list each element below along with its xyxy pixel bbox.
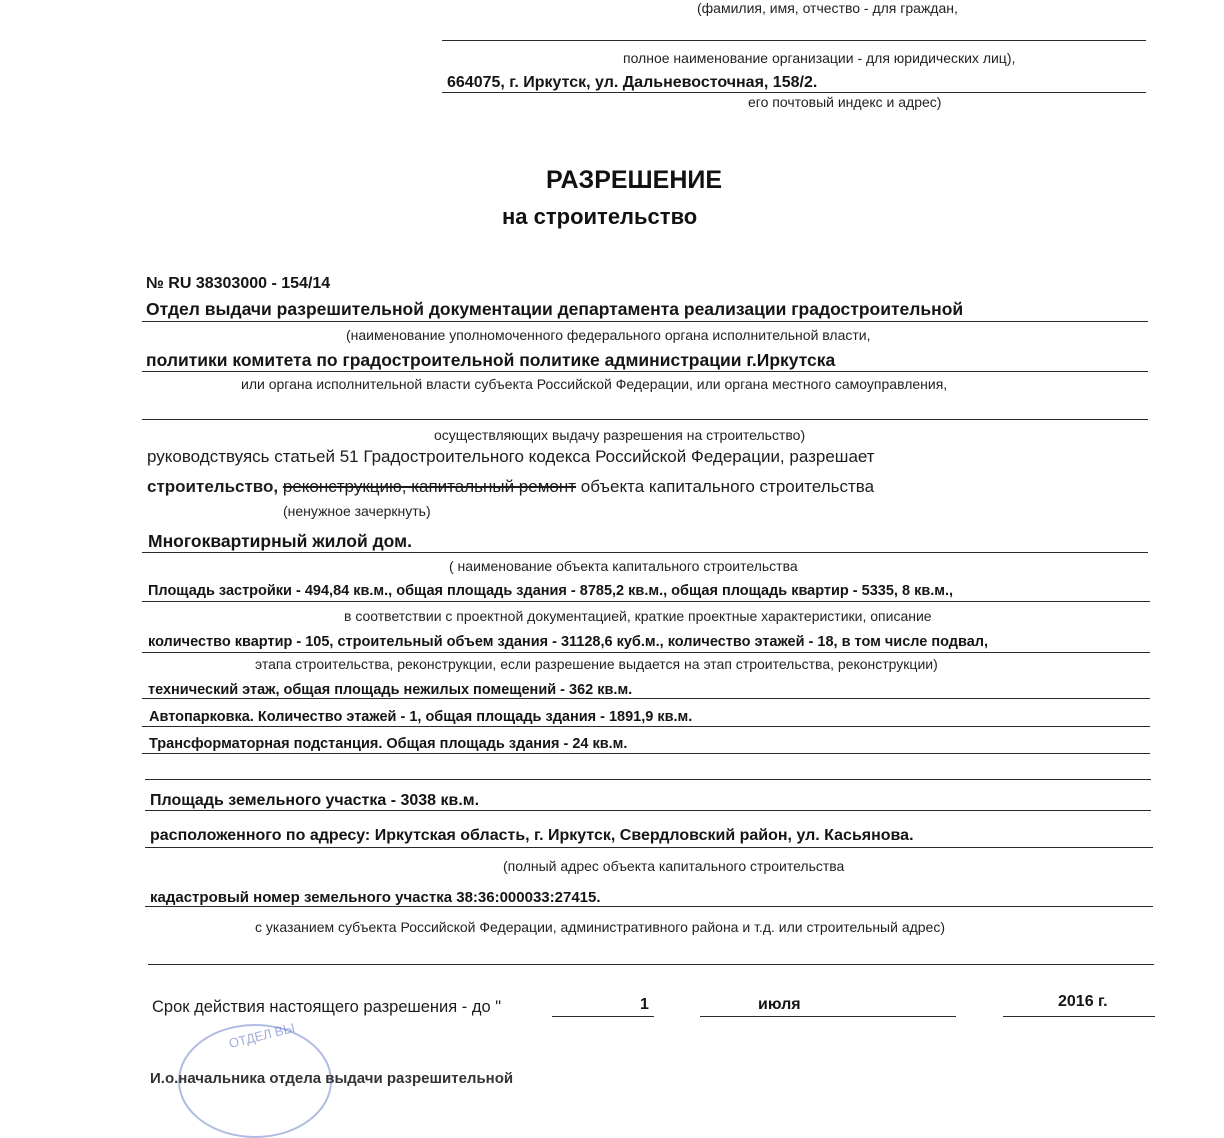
authority-underline-1	[142, 321, 1148, 322]
cadastral-underline	[145, 906, 1153, 907]
seal-stamp-text: ОТДЕЛ ВЫ	[227, 1020, 297, 1051]
object-details-caption-2: этапа строительства, реконструкции, если разрешение выдается на этап строительства, реконструкции)	[255, 656, 938, 672]
caption-organization: полное наименование организации - для юридических лиц),	[623, 50, 1016, 66]
struck-types: реконструкцию, капитальный ремонт	[282, 477, 577, 496]
basis-tail: объекта капитального строительства	[580, 477, 875, 496]
basis-caption: (ненужное зачеркнуть)	[283, 503, 431, 519]
object-address-caption: (полный адрес объекта капитального строительства	[503, 858, 845, 874]
validity-year-underline	[1003, 1016, 1155, 1017]
object-name: Многоквартирный жилой дом.	[148, 531, 412, 551]
details-underline-2	[142, 652, 1150, 653]
authority-caption-2: или органа исполнительной власти субъекта Российской Федерации, или органа местного самоуправления,	[241, 376, 948, 392]
object-name-underline	[142, 552, 1148, 553]
object-details-caption-1: в соответствии с проектной документацией, краткие проектные характеристики, описание	[344, 608, 932, 624]
authority-line-2: политики комитета по градостроительной политике администрации г.Иркутска	[146, 350, 836, 370]
permit-number: № RU 38303000 - 154/14	[146, 275, 331, 292]
validity-day: 1	[640, 996, 649, 1013]
validity-year: 2016 г.	[1058, 993, 1108, 1010]
object-address: расположенного по адресу: Иркутская область, г. Иркутск, Свердловский район, ул. Касьянова.	[150, 827, 914, 844]
object-details-4: Автопарковка. Количество этажей - 1, общая площадь здания - 1891,9 кв.м.	[149, 709, 693, 725]
permitted-type: строительство,	[147, 477, 279, 496]
cadastral-caption: с указанием субъекта Российской Федерации, административного района и т.д. или строительный адрес)	[255, 919, 946, 935]
caption-address: его почтовый индекс и адрес)	[748, 94, 942, 110]
applicant-line	[442, 40, 1146, 41]
caption-citizen: (фамилия, имя, отчество - для граждан,	[697, 0, 958, 16]
details-underline-3	[142, 698, 1150, 699]
validity-label: Срок действия настоящего разрешения - до "	[152, 998, 502, 1016]
details-underline-5	[142, 753, 1150, 754]
authority-caption-3: осуществляющих выдачу разрешения на строительство)	[434, 427, 806, 443]
applicant-address: 664075, г. Иркутск, ул. Дальневосточная, 158/2.	[447, 74, 818, 91]
authority-underline-2	[142, 371, 1148, 372]
validity-month-underline	[700, 1016, 956, 1017]
signatory-cutoff-text: И.о.начальника отдела выдачи разрешительной	[150, 1070, 514, 1087]
authority-line-1: Отдел выдачи разрешительной документации департамента реализации градостроительной	[146, 299, 964, 319]
validity-day-underline	[552, 1016, 654, 1017]
document-subtitle: на строительство	[502, 204, 698, 229]
basis-text: руководствуясь статьей 51 Градостроительного кодекса Российской Федерации, разрешает	[147, 447, 875, 466]
details-underline-1	[142, 601, 1150, 602]
address-line	[442, 92, 1146, 93]
blank-underline	[148, 964, 1154, 965]
validity-month: июля	[758, 996, 801, 1013]
authority-caption-1: (наименование уполномоченного федерального органа исполнительной власти,	[346, 327, 871, 343]
details-underline-6	[145, 779, 1151, 780]
document-title: РАЗРЕШЕНИЕ	[546, 166, 723, 194]
object-details-3: технический этаж, общая площадь нежилых помещений - 362 кв.м.	[148, 682, 633, 698]
object-address-underline	[145, 847, 1153, 848]
authority-underline-3	[142, 419, 1148, 420]
object-details-5: Трансформаторная подстанция. Общая площадь здания - 24 кв.м.	[149, 736, 628, 752]
details-underline-4	[142, 726, 1150, 727]
cadastral-number: кадастровый номер земельного участка 38:36:000033:27415.	[150, 889, 601, 906]
object-details-2: количество квартир - 105, строительный объем здания - 31128,6 куб.м., количество этажей - 18, в том числе подвал,	[148, 634, 989, 650]
basis-permitted-line	[147, 477, 874, 497]
object-name-caption: ( наименование объекта капитального строительства	[449, 558, 798, 574]
land-area-underline	[145, 810, 1151, 811]
object-details-1: Площадь застройки - 494,84 кв.м., общая площадь здания - 8785,2 кв.м., общая площадь квартир - 5335, 8 кв.м.,	[148, 583, 954, 599]
land-area: Площадь земельного участка - 3038 кв.м.	[150, 792, 480, 809]
